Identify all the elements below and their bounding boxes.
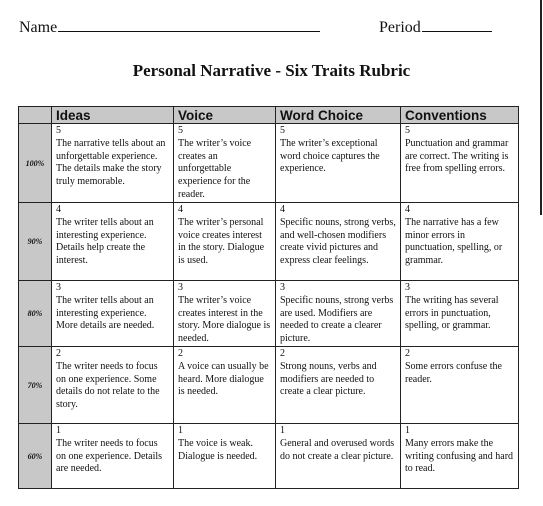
cell-score: 1 [280, 425, 285, 436]
cell-score: 5 [405, 125, 410, 136]
table-cell [52, 124, 174, 203]
row-percent: 100% [19, 124, 52, 203]
cell-text: The writing has several errors in punctuation, spelling, or grammar. [405, 294, 499, 332]
table-cell [174, 203, 276, 281]
rubric-table [18, 106, 519, 489]
cell-text: Strong nouns, verbs and modifiers are needed to create a clear picture. [280, 360, 377, 398]
cell-score: 3 [56, 282, 61, 293]
row-percent: 70% [19, 347, 52, 424]
cell-text: The writer’s voice creates interest in the story. More dialogue is needed. [178, 294, 271, 345]
table-cell [276, 281, 401, 347]
table-cell [401, 203, 519, 281]
page-edge-line [540, 0, 542, 215]
cell-score: 4 [178, 204, 183, 215]
cell-score: 5 [280, 125, 285, 136]
corner-header [19, 107, 52, 124]
column-header-ideas: Ideas [52, 107, 174, 124]
cell-text: The writer tells about an interesting experience. Details help create the interest. [56, 216, 154, 267]
table-cell [174, 281, 276, 347]
cell-text: The narrative tells about an unforgettable experience. The details make the story truly memorable. [56, 137, 166, 188]
table-row [19, 424, 519, 489]
cell-text: General and overused words do not create a clear picture. [280, 437, 395, 462]
column-header-conventions: Conventions [401, 107, 519, 124]
table-cell [401, 347, 519, 424]
cell-score: 1 [178, 425, 183, 436]
cell-text: The writer’s personal voice creates interest in the story. Dialogue is used. [178, 216, 265, 267]
cell-score: 2 [405, 348, 410, 359]
table-cell [174, 124, 276, 203]
cell-text: The writer needs to focus on one experience. Details are needed. [56, 437, 163, 475]
cell-score: 2 [178, 348, 183, 359]
cell-score: 4 [280, 204, 285, 215]
column-header-word-choice: Word Choice [276, 107, 401, 124]
name-label: Name [19, 19, 58, 36]
period-field [379, 18, 492, 38]
period-blank-line [422, 18, 492, 32]
table-cell [276, 203, 401, 281]
cell-score: 5 [178, 125, 183, 136]
cell-text: The writer’s exceptional word choice captures the experience. [280, 137, 380, 175]
cell-text: Specific nouns, strong verbs are used. Modifiers are needed to create a clearer picture. [280, 294, 394, 345]
cell-text: Many errors make the writing confusing and hard to read. [405, 437, 514, 475]
table-cell [52, 203, 174, 281]
table-cell [52, 281, 174, 347]
table-cell [52, 424, 174, 489]
cell-text: Punctuation and grammar are correct. The writing is free from spelling errors. [405, 137, 509, 175]
period-label: Period [379, 19, 421, 36]
table-row [19, 203, 519, 281]
name-blank-line [58, 18, 320, 32]
cell-text: The writer needs to focus on one experience. Some details do not relate to the story. [56, 360, 160, 411]
cell-text: The narrative has a few minor errors in punctuation, spelling, or grammar. [405, 216, 503, 267]
table-row [19, 347, 519, 424]
cell-score: 3 [178, 282, 183, 293]
table-row [19, 124, 519, 203]
table-cell [401, 124, 519, 203]
row-percent: 90% [19, 203, 52, 281]
cell-score: 4 [56, 204, 61, 215]
cell-text: The voice is weak. Dialogue is needed. [178, 437, 258, 462]
cell-score: 1 [56, 425, 61, 436]
table-cell [401, 424, 519, 489]
cell-text: The writer tells about an interesting experience. More details are needed. [56, 294, 155, 332]
cell-score: 4 [405, 204, 410, 215]
header-row [19, 107, 519, 124]
cell-score: 2 [280, 348, 285, 359]
table-cell [276, 424, 401, 489]
table-cell [276, 347, 401, 424]
cell-text: Some errors confuse the reader. [405, 360, 502, 385]
table-cell [401, 281, 519, 347]
cell-score: 1 [405, 425, 410, 436]
cell-score: 2 [56, 348, 61, 359]
table-cell [276, 124, 401, 203]
cell-score: 5 [56, 125, 61, 136]
cell-text: Specific nouns, strong verbs, and well-chosen modifiers create vivid pictures and express clear feelings. [280, 216, 396, 267]
cell-score: 3 [405, 282, 410, 293]
row-percent: 80% [19, 281, 52, 347]
cell-score: 3 [280, 282, 285, 293]
table-row [19, 281, 519, 347]
table-cell [52, 347, 174, 424]
table-cell [174, 424, 276, 489]
table-cell [174, 347, 276, 424]
rubric-title: Personal Narrative - Six Traits Rubric [132, 61, 411, 80]
name-field [19, 18, 320, 38]
column-header-voice: Voice [174, 107, 276, 124]
cell-text: A voice can usually be heard. More dialogue is needed. [178, 360, 269, 398]
row-percent: 60% [19, 424, 52, 489]
cell-text: The writer’s voice creates an unforgettable experience for the reader. [178, 137, 252, 200]
